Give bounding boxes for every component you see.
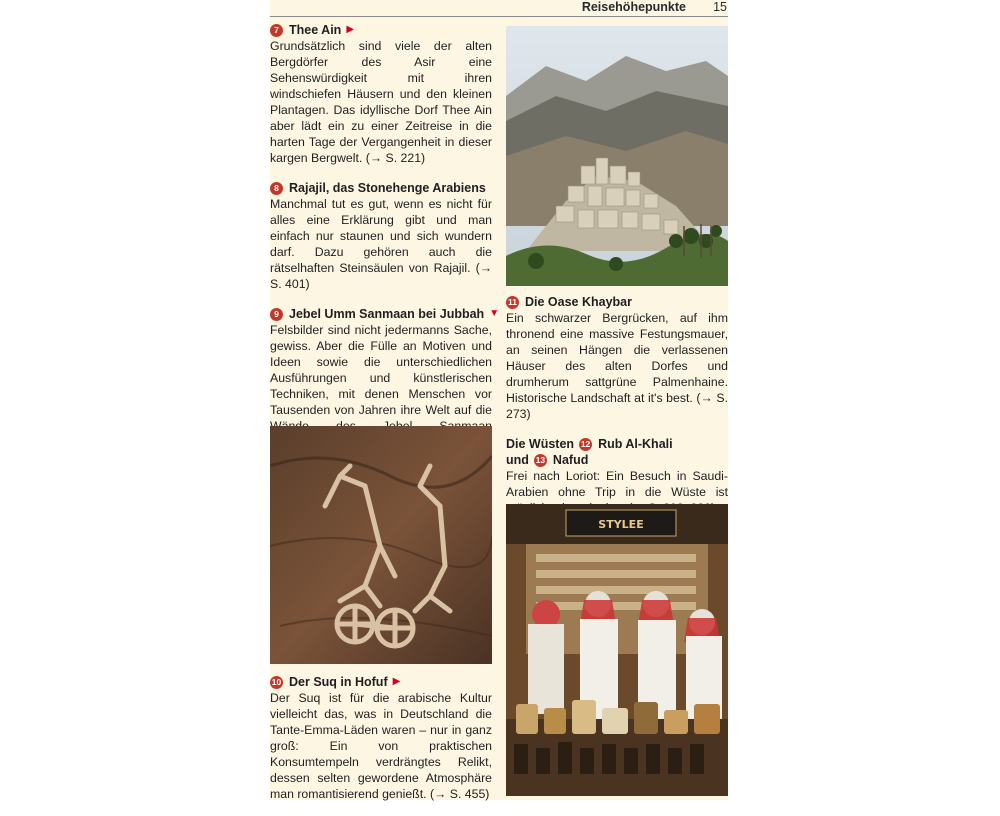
- guidebook-page: [270, 0, 728, 800]
- entry-text: Manchmal tut es gut, wenn es nicht für alles eine Erklärung gibt und man einfach nur staunen und sich wundern darf. Dazu gehören auch die rätselhaften Steinsäulen von Rajajil. (→ S. 401): [270, 197, 492, 291]
- entry-title: Rajajil, das Stonehenge Arabiens: [289, 181, 486, 195]
- entry-text: Grundsätzlich sind viele der alten Bergdörfer des Asir eine Sehenswürdigkeit mit ihren windschiefen Häusern und den kleinen Plantagen. Das idyllische Dorf Thee Ain aber lädt ein zu einer Zeitreise in die harten Tage der Vergangenheit in dieser kargen Bergwelt. (→ S. 221): [270, 39, 492, 165]
- entry-text: Der Suq ist für die arabische Kultur vielleicht das, was in Deutschland die Tante-Emma-Läden waren – nur in ganz groß: Ein von praktischen Konsumtempeln verdrängtes Relikt, dessen selten gewordene Atmosphäre man romantisierend genießt. (→ S. 455): [270, 691, 492, 801]
- entry-title: Thee Ain: [289, 23, 342, 37]
- entry-title-connector: und: [506, 453, 529, 467]
- entry-title-prefix: Die Wüsten: [506, 437, 575, 451]
- entry-number-badge: 10: [271, 677, 282, 687]
- entry-title: Der Suq in Hofuf: [289, 675, 388, 689]
- entry-rajajil: [270, 180, 492, 292]
- entry-title: Nafud: [552, 453, 589, 467]
- right-column: [506, 294, 728, 530]
- entry-number-badge: 13: [535, 455, 546, 465]
- suq-shop-photo: [506, 504, 728, 796]
- entry-oase-khaybar: [506, 294, 728, 422]
- entry-thee-ain: [270, 22, 492, 166]
- entry-heading: [270, 306, 500, 322]
- entry-heading: [270, 22, 492, 38]
- highlight-marker-icon: ▶: [346, 24, 355, 35]
- entry-number-badge: 9: [270, 308, 283, 321]
- entry-title: Jebel Umm Sanmaan bei Jubbah: [289, 307, 485, 321]
- running-head: [270, 0, 728, 17]
- entry-title: Rub Al-Khali: [598, 437, 673, 451]
- entry-number-badge: 8: [270, 182, 283, 195]
- left-column-lower: [270, 674, 492, 816]
- entry-text: Ein schwarzer Bergrücken, auf ihm thronend eine massive Festungsmauer, an seinen Hängen die verlassenen Häuser des alten Dorfes und drumherum sattgrüne Palmenhaine. Historische Landschaft at it's best. (→ S. 273): [506, 311, 728, 421]
- section-title: Reisehöhepunkte: [581, 0, 686, 14]
- entry-heading-line2: [506, 452, 728, 468]
- highlight-marker-icon: ▼: [489, 308, 500, 319]
- page-number: 15: [713, 0, 727, 14]
- entry-text: Frei nach Loriot: Ein Besuch in Saudi-Arabien ohne Trip in die Wüste ist: [506, 469, 728, 499]
- left-column: [270, 22, 500, 480]
- petroglyph-photo: [270, 426, 492, 664]
- shop-sign-text: STYLEE: [598, 518, 644, 531]
- entry-heading: [506, 436, 728, 452]
- mountain-village-photo: [506, 26, 728, 286]
- entry-suq-hofuf: [270, 674, 492, 802]
- entry-title: Die Oase Khaybar: [525, 295, 632, 309]
- entry-heading: [506, 294, 728, 310]
- entry-number-badge: 7: [270, 24, 283, 37]
- entry-number-badge: 12: [580, 439, 591, 449]
- entry-number-badge: 11: [508, 297, 517, 307]
- entry-text: Felsbilder sind nicht jedermanns Sache, gewiss. Aber die Fülle an Motiven und Ideen sowie die unterschiedlichen Ausführungen und künstlerischen Techniken, mit denen Menschen vor Tausenden von Jahren ihre Welt auf die: [270, 323, 492, 417]
- entry-heading: [270, 674, 492, 690]
- entry-heading: [270, 180, 492, 196]
- highlight-marker-icon: ▶: [392, 676, 401, 687]
